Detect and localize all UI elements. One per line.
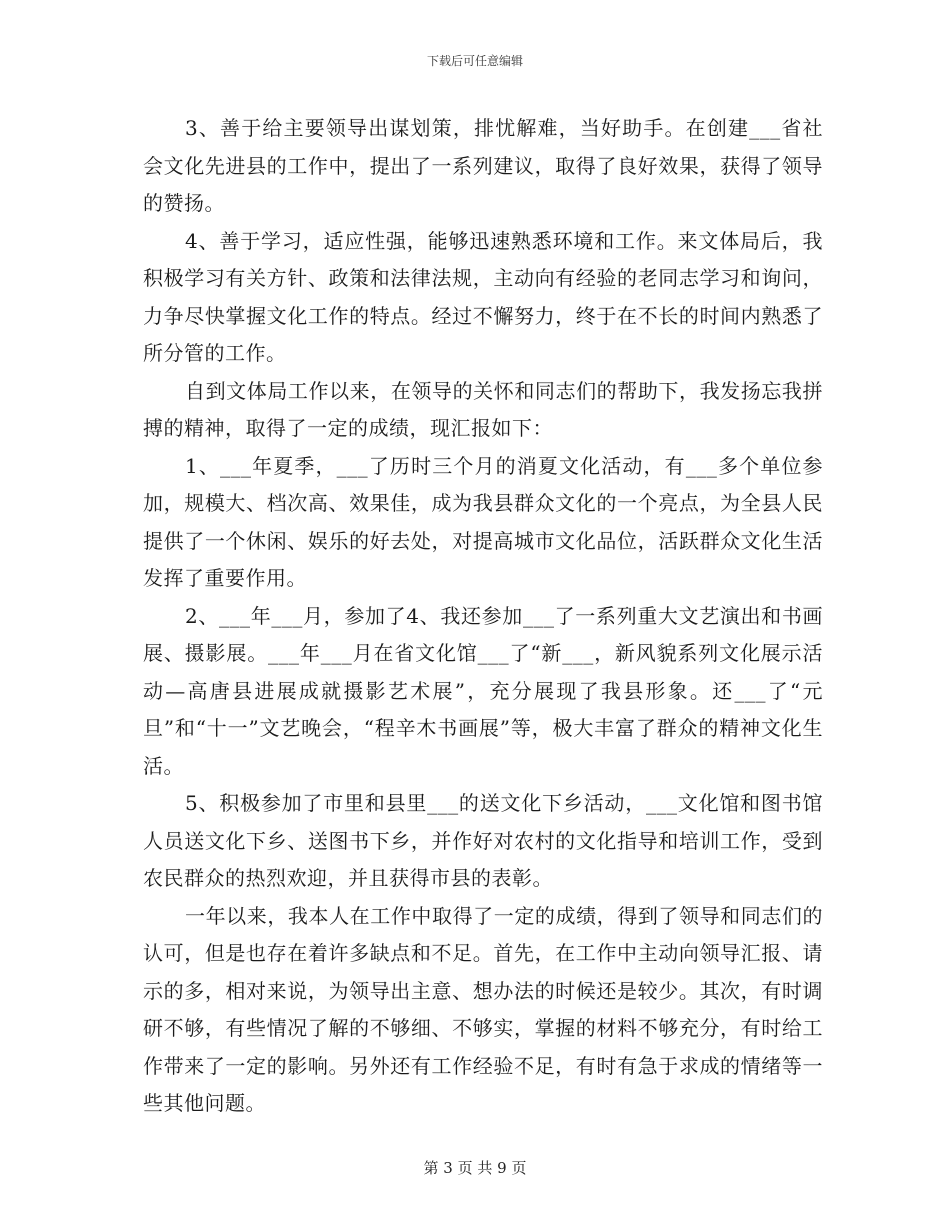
document-body <box>143 110 823 1123</box>
paragraph-item-1: 1、___年夏季，___了历时三个月的消夏文化活动，有___多个单位参加，规模大、档次高、效果佳，成为我县群众文化的一个亮点，为全县人民提供了一个休闲、娱乐的好去处，对提高城市文化品位，活跃群众文化生活发挥了重要作用。 <box>143 453 823 590</box>
paragraph-item-3: 3、善于给主要领导出谋划策，排忧解难，当好助手。在创建___省社会文化先进县的工作中，提出了一系列建议，取得了良好效果，获得了领导的赞扬。 <box>143 116 823 215</box>
paragraph-summary: 一年以来，我本人在工作中取得了一定的成绩，得到了领导和同志们的认可，但是也存在着许多缺点和不足。首先，在工作中主动向领导汇报、请示的多，相对来说，为领导出主意、想办法的时候还是较少。其次，有时调研不够，有些情况了解的不够细、不够实，掌握的材料不够充分，有时给工作带来了一定的影响。另外还有工作经验不足，有时有急于求成的情绪等一些其他问题。 <box>143 903 823 1115</box>
page-number: 第 3 页 共 9 页 <box>423 1159 527 1177</box>
paragraph-intro: 自到文体局工作以来，在领导的关怀和同志们的帮助下，我发扬忘我拼搏的精神，取得了一定的成绩，现汇报如下： <box>143 378 823 440</box>
page-header-note: 下载后可任意编辑 <box>426 54 523 68</box>
paragraph-item-2: 2、___年___月，参加了4、我还参加___了一系列重大文艺演出和书画展、摄影展。___年___月在省文化馆___了“新___，新风貌系列文化展示活动—高唐县进展成就摄影艺术展”，充分展现了我县形象。还___了“元旦”和“十一”文艺晚会，“程辛木书画展”等，极大丰富了群众的精神文化生活。 <box>143 603 823 778</box>
paragraph-item-4: 4、善于学习，适应性强，能够迅速熟悉环境和工作。来文体局后，我积极学习有关方针、政策和法律法规，主动向有经验的老同志学习和询问，力争尽快掌握文化工作的特点。经过不懈努力，终于在不长的时间内熟悉了所分管的工作。 <box>143 228 823 365</box>
paragraph-item-5: 5、积极参加了市里和县里___的送文化下乡活动，___文化馆和图书馆人员送文化下乡、送图书下乡，并作好对农村的文化指导和培训工作，受到农民群众的热烈欢迎，并且获得市县的表彰。 <box>143 791 823 890</box>
